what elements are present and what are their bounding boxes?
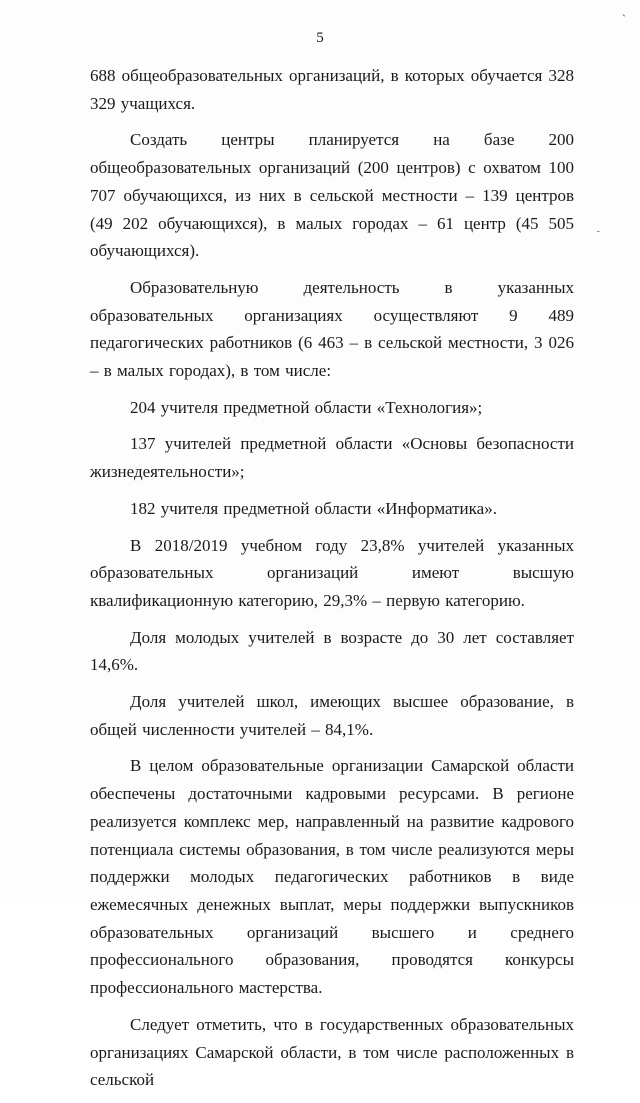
paragraph-11: Следует отметить, что в государственных образовательных организациях Самарской области, в том числе расположенных в сельской [90, 1014, 574, 1090]
paragraph-2: Создать центры планируется на базе 200 общеобразовательных организаций (200 центров) с охватом 100 707 обучающихся, из них в сельской местности – 139 центров (49 202 обучающихся), в малых городах – 61 центр (45 505 обучающихся). [90, 130, 574, 261]
page-number: 5 [316, 30, 324, 46]
paragraph-10: В целом образовательные организации Самарской области обеспечены достаточными кадровыми ресурсами. В регионе реализуется комплекс мер, направленный на развитие кадрового потенциала системы образования, в том числе реализуются меры поддержки молодых педагогических работников в виде ежемесячных денежных выплат, меры поддержки выпускников образовательных организаций высшего и среднего профессионального образования, проводятся конкурсы профессионального мастерства. [90, 756, 574, 998]
paragraph-4: 204 учителя предметной области «Технология»; [130, 397, 483, 417]
paragraph-8: Доля молодых учителей в возрасте до 30 лет составляет 14,6%. [90, 627, 574, 675]
margin-mark: - [596, 226, 600, 237]
paragraph-1: 688 общеобразовательных организаций, в которых обучается 328 329 учащихся. [90, 66, 574, 113]
paragraph-3: Образовательную деятельность в указанных образовательных организациях осуществляют 9 489 педагогических работников (6 463 – в сельской местности, 3 026 – в малых городах), в том числе: [90, 277, 574, 381]
paragraph-9: Доля учителей школ, имеющих высшее образование, в общей численности учителей – 84,1%. [90, 692, 574, 739]
paragraph-7: В 2018/2019 учебном году 23,8% учителей указанных образовательных организаций имеют высшую квалификационную категорию, 29,3% – первую категорию. [90, 535, 574, 610]
paragraph-5: 137 учителей предметной области «Основы безопасности жизнедеятельности»; [90, 434, 574, 482]
corner-mark: ` [622, 12, 626, 26]
paragraph-6: 182 учителя предметной области «Информатика». [130, 498, 497, 518]
document-body [90, 62, 574, 1103]
